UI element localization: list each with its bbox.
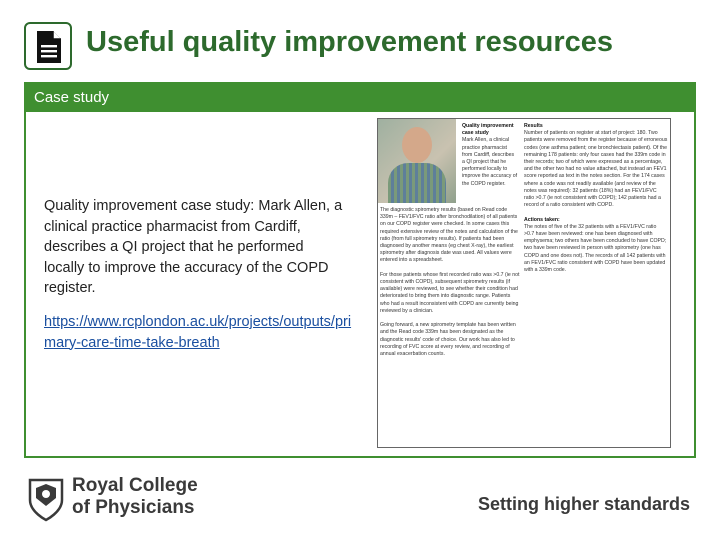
actions-text: The notes of five of the 32 patients with a FEV1/FVC ratio >0.7 have been reviewed: one has been diagnosed with emphysema; two others have been concluded to have COPD; two have been reviewed in person with spirometry (one has COPD and one does not). The records of all 142 patients with an FEV1/FVC ratio consistent with COPD have been updated with a 339m code. — [524, 223, 667, 274]
results-title: Results — [524, 123, 543, 129]
thumbnail-intro-text: Mark Allen, a clinical practice pharmacist from Cardiff, describes a QI project that he performed locally to improve the accuracy of the COPD register. — [462, 137, 518, 187]
case-study-panel — [24, 82, 696, 458]
case-study-link[interactable]: https://www.rcplondon.ac.uk/projects/outputs/primary-care-time-take-breath — [44, 314, 352, 351]
case-study-thumbnail[interactable] — [377, 118, 671, 448]
portrait-photo — [378, 119, 456, 203]
thumbnail-heading: Quality improvement case study — [462, 123, 514, 137]
thumbnail-body-1: The diagnostic spirometry results (based on Read code 339m – FEV1/FVC ratio after bronchodilation) of all patients on our COPD register were checked. In some cases this required extensive review of the notes and calculation of the ratio (from full spirometry results). If patients had been diagnosed by another means (eg chest X-ray), the earliest spirometry after diagnosis date was used. All values were entered into a spreadsheet. — [380, 207, 518, 264]
thumbnail-body — [380, 207, 520, 447]
org-name — [72, 475, 198, 519]
page-title: Useful quality improvement resources — [86, 26, 613, 58]
thumbnail-intro — [462, 123, 518, 205]
crest-icon — [26, 476, 66, 522]
thumbnail-body-2: For those patients whose first recorded ratio was >0.7 (ie not consistent with COPD), subsequent spirometry results (if available) were reviewed, to see whether their condition had deteriorated to bring them into diagnostic range. Patients who had a result inconsistent with COPD are currently being reviewed by a clinician. — [380, 271, 520, 314]
org-name-line-2: of Physicians — [72, 497, 195, 518]
panel-heading: Case study — [26, 84, 694, 112]
results-text: Number of patients on register at start of project: 180. Two patients were removed from the register because of erroneous codes (one asthma patient; one bronchiectasis patient). Of the remaining 178 patients: only four cases had the 339m code in their records; two of which were expressed as a percentage, and the other two had no value attached, but instead an FEV1 score reported as text in the notes section. For the 174 cases where a code was not readily available (and review of the notes was required): 32 patients (18%) had an FEV1/FVC ratio >0.7 (ie not consistent with COPD); 142 patients had a record of a ratio consistent with COPD. — [524, 130, 668, 209]
actions-title: Actions taken: — [524, 216, 560, 223]
case-study-description: Quality improvement case study: Mark Allen, a clinical practice pharmacist from Cardiff, describes a QI project that he performed locally to improve the accuracy of the COPD register. — [44, 198, 343, 296]
tagline: Setting higher standards — [477, 494, 690, 514]
org-name-line-1: Royal College — [72, 475, 198, 496]
document-icon — [24, 22, 72, 70]
thumbnail-body-3: Going forward, a new spirometry template has been written and the Read code 339m has been designated as the diagnostic results' code of choice. Our work has also led to recording of FVC score at every review, and recording of annual exacerbation counts. — [380, 322, 516, 358]
thumbnail-results — [524, 123, 668, 445]
